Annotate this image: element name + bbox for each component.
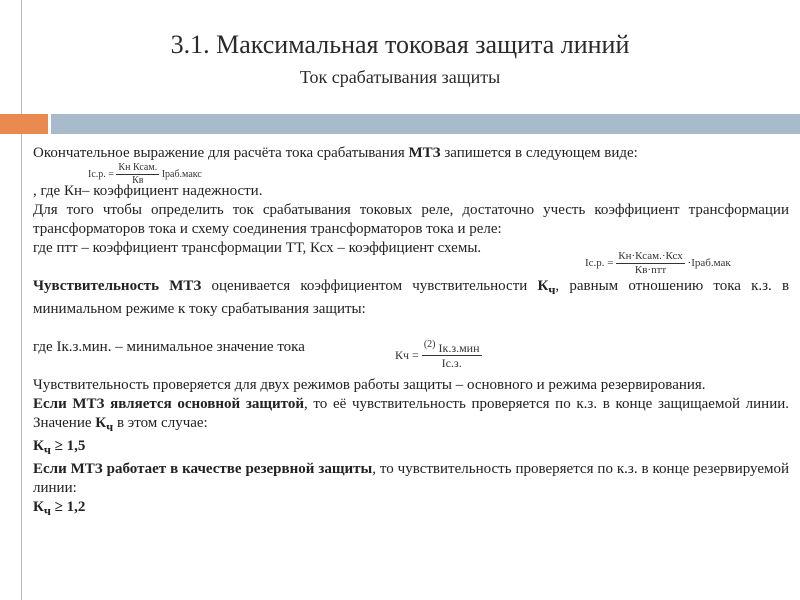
formula-spacer	[33, 319, 789, 338]
paragraph-sensitivity: Чувствительность МТЗ оценивается коэффициентом чувствительности $К_ч$, равным отношению тока к.з. в минимальном режиме к току срабатывания защиты:	[33, 278, 790, 317]
condition-backup: $К_ч \ge 1,2$	[33, 499, 86, 518]
left-margin-rule	[21, 0, 22, 600]
paragraph-ntt: где птт – коэффициент трансформации ТТ, Ксх – коэффициент схемы.	[33, 240, 482, 256]
paragraph-ikz-min: где Iк.з.мин. – минимальное значение тока	[33, 339, 305, 355]
slide-title: 3.1. Максимальная токовая защита линий	[170, 30, 630, 59]
accent-band-blue	[51, 114, 800, 134]
paragraph-main-protection: Если МТЗ является основной защитой, то её чувствительность проверяется по к.з. в конце защищаемой линии. Значение $К_ч$ в этом случае:	[33, 396, 790, 434]
formula-sensitivity: Кч = $\frac{^{(2)} Iк.з.мин}{Iс.з.}$	[395, 339, 480, 370]
paragraph-two-modes: Чувствительность проверяется для двух режимов работы защиты – основного и режима резервирования.	[33, 377, 706, 393]
paragraph-relay-current: Для того чтобы определить ток срабатывания токовых реле, достаточно учесть коэффициент трансформации трансформаторов тока и схему соединения трансформаторов тока и реле:	[33, 202, 789, 237]
paragraph-final-expression: Окончательное выражение для расчёта тока срабатывания МТЗ запишется в следующем виде:	[33, 145, 638, 161]
condition-main: $К_ч \ge 1,5$	[33, 438, 86, 457]
paragraph-kn: , где Кн– коэффициент надежности.	[33, 183, 263, 199]
formula-relay-pickup: Iс.р. = $\frac{\text{Кн·Ксам.·Ксх}}{\text{Кв·nтт}}$ ·Iраб.мак	[585, 250, 731, 276]
accent-band-orange	[0, 114, 48, 134]
mtz-bold: МТЗ	[408, 145, 441, 161]
slide-subtitle: Ток срабатывания защиты	[299, 67, 501, 87]
paragraph-backup-protection: Если МТЗ работает в качестве резервной защиты, то чувствительность проверяется по к.з. в конце резервируемой линии:	[33, 461, 790, 496]
slide-body	[33, 144, 789, 521]
formula-pickup-current: Iс.р. = $\frac{\text{Кн Ксам.}}{Кв}$ Iраб.макс	[88, 162, 202, 186]
